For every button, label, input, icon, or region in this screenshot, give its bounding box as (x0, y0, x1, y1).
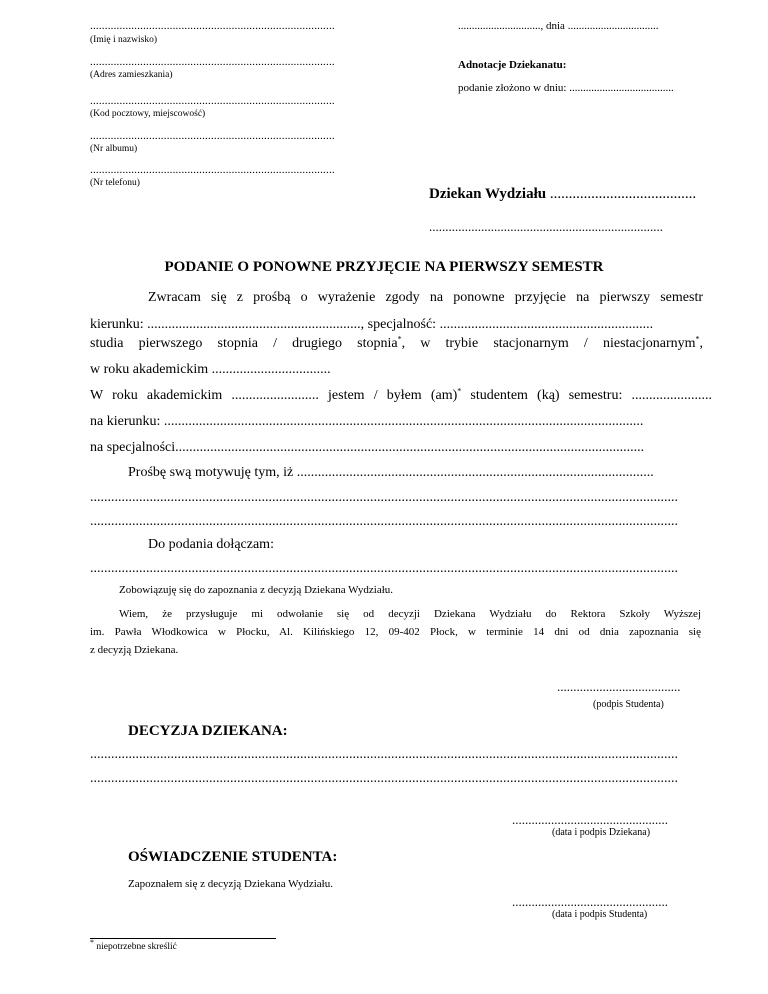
student-final-signature-label: (data i podpis Studenta) (552, 909, 648, 920)
statement-text: Zapoznałem się z decyzją Dziekana Wydziału. (128, 878, 333, 890)
address-field[interactable]: ................................................................................... (90, 56, 335, 68)
address-label: (Adres zamieszkania) (90, 70, 173, 80)
place-field[interactable]: .............................. (458, 20, 541, 32)
declaration-2b: im. Pawła Włodkowica w Płocku, Al. Kilińskiego 12, 09-402 Płock, w terminie 14 dni od dnia zapoznania się (90, 626, 701, 638)
semester-line[interactable]: W roku akademickim ......................... jestem / byłem (am)* studentem (ką) semestru: ....................... (90, 386, 712, 403)
name-field[interactable]: ................................................................................... (90, 20, 335, 32)
decision-title: DECYZJA DZIEKANA: (128, 723, 288, 739)
album-field[interactable]: ................................................................................... (90, 130, 335, 142)
student-signature-label: (podpis Studenta) (593, 699, 664, 710)
footnote (90, 937, 177, 952)
footnote-text: niepotrzebne skreślić (96, 942, 177, 952)
postal-label: (Kod pocztowy, miejscowość) (90, 109, 206, 119)
page-title: PODANIE O PONOWNE PRZYJĘCIE NA PIERWSZY SEMESTR (164, 259, 604, 275)
declaration-2a: Wiem, że przysługuje mi odwołanie się od decyzji Dziekana Wydziału do Rektora Szkoły Wyższej (119, 608, 701, 620)
submitted-date-field[interactable]: podanie złożono w dniu: ...................................... (458, 82, 674, 94)
study-mode-line: studia pierwszego stopnia / drugiego stopnia*, w trybie stacjonarnym / niestacjonarnym*, (90, 334, 703, 351)
declaration-1: Zobowiązuję się do zapoznania z decyzją Dziekana Wydziału. (119, 584, 394, 596)
specialty-field[interactable]: na specjalności...................................................................................................................................... (90, 440, 645, 455)
academic-year-field[interactable]: w roku akademickim .................................. (90, 362, 331, 377)
phone-field[interactable]: ................................................................................... (90, 164, 335, 176)
dnia-label: , dnia (540, 20, 565, 32)
phone-label: (Nr telefonu) (90, 178, 140, 188)
dean-signature-label: (data i podpis Dziekana) (552, 827, 651, 838)
addressee (429, 186, 696, 203)
footnote-star: * (90, 937, 94, 947)
student-signature-field[interactable]: ...................................... (557, 679, 681, 694)
student-final-signature-field[interactable]: ................................................ (512, 894, 668, 909)
motivation-field[interactable]: Prośbę swą motywuję tym, iż ...................................................................................................... (128, 465, 654, 480)
place-date[interactable] (458, 20, 658, 32)
dean-signature-field[interactable]: ................................................ (512, 812, 668, 827)
name-label: (Imię i nazwisko) (90, 35, 158, 45)
album-label: (Nr albumu) (90, 144, 138, 154)
attachments-field[interactable]: ........................................................................................................................................................................ (90, 561, 678, 576)
postal-field[interactable]: ................................................................................... (90, 95, 335, 107)
faculty-field[interactable]: ....................................... (546, 186, 697, 202)
body-line-1: Zwracam się z prośbą o wyrażenie zgody na ponowne przyjęcie na pierwszy semestr (148, 290, 703, 305)
addressee-name-field[interactable]: ........................................................................ (429, 219, 663, 234)
office-notes-title: Adnotacje Dziekanatu: (458, 59, 567, 71)
motivation-line-2[interactable]: ........................................................................................................................................................................ (90, 490, 678, 505)
course-field[interactable]: na kierunku: ......................................................................................................................................... (90, 414, 644, 429)
attachments-label: Do podania dołączam: (148, 537, 274, 552)
course-specialty-field[interactable]: kierunku: ............................................................., specjalność: ............................................................. (90, 317, 654, 332)
motivation-line-3[interactable]: ........................................................................................................................................................................ (90, 514, 678, 529)
dean-label: Dziekan Wydziału (429, 186, 547, 202)
date-field[interactable]: ................................. (567, 20, 659, 32)
declaration-2c: z decyzją Dziekana. (90, 644, 179, 656)
statement-title: OŚWIADCZENIE STUDENTA: (128, 849, 338, 865)
decision-line-1[interactable]: ........................................................................................................................................................................ (90, 747, 678, 762)
footnote-rule (90, 938, 276, 939)
decision-line-2[interactable]: ........................................................................................................................................................................ (90, 771, 678, 786)
